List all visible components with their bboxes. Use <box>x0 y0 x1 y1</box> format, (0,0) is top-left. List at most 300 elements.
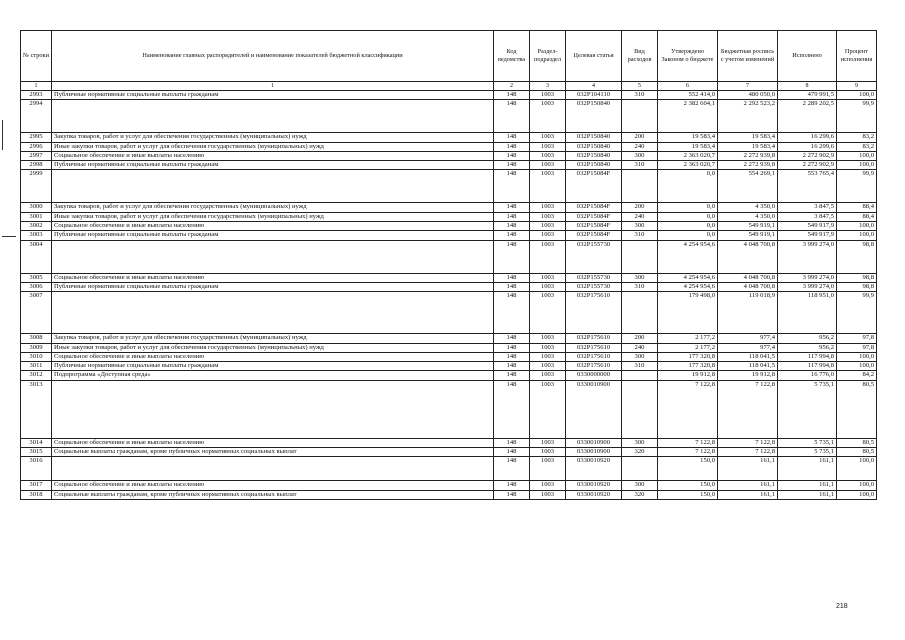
table-row <box>21 212 877 221</box>
cell-rz: 1003 <box>530 203 566 212</box>
cell-c: 3 999 274,0 <box>778 273 837 282</box>
cell-name: Публичные нормативные социальные выплаты гражданам <box>52 161 494 170</box>
cell-cs: 0330010920 <box>566 490 622 499</box>
cell-name: Закупка товаров, работ и услуг для обеспечения государственных (муниципальных) нужд <box>52 334 494 343</box>
cell-vr: 200 <box>622 133 658 142</box>
cell-kv: 148 <box>494 334 530 343</box>
cell-name: Социальное обеспечение и иные выплаты населению <box>52 151 494 160</box>
cell-a: 150,0 <box>658 457 718 481</box>
cell-c: 3 999 274,0 <box>778 240 837 273</box>
cell-p: 98,8 <box>837 240 877 273</box>
cell-p: 98,8 <box>837 282 877 291</box>
cell-a: 4 254 954,6 <box>658 240 718 273</box>
cell-c: 5 735,1 <box>778 380 837 438</box>
table-row <box>21 343 877 352</box>
cell-b: 480 050,0 <box>718 91 778 100</box>
cell-cs: 032Р15084F <box>566 170 622 203</box>
cell-rz: 1003 <box>530 352 566 361</box>
cell-b: 549 919,1 <box>718 231 778 240</box>
cell-vr: 200 <box>622 334 658 343</box>
header-schedule: Бюджетная роспись с учетом изменений <box>718 31 778 82</box>
cell-n: 3004 <box>21 240 52 273</box>
cell-a: 150,0 <box>658 490 718 499</box>
cell-kv: 148 <box>494 151 530 160</box>
cell-b: 4 048 700,8 <box>718 282 778 291</box>
cell-a: 0,0 <box>658 222 718 231</box>
cell-cs: 032Р15084F <box>566 203 622 212</box>
cell-b: 161,1 <box>718 457 778 481</box>
cell-cs: 032Р150840 <box>566 100 622 133</box>
column-number: 9 <box>837 82 877 91</box>
cell-rz: 1003 <box>530 212 566 221</box>
cell-rz: 1003 <box>530 222 566 231</box>
cell-b: 4 350,0 <box>718 203 778 212</box>
cell-kv: 148 <box>494 343 530 352</box>
cell-p: 84,2 <box>837 371 877 380</box>
cell-vr: 300 <box>622 222 658 231</box>
table-row <box>21 352 877 361</box>
cell-p: 88,4 <box>837 212 877 221</box>
cell-cs: 032Р150840 <box>566 151 622 160</box>
cell-p: 80,5 <box>837 380 877 438</box>
table-row <box>21 240 877 273</box>
cell-n: 2996 <box>21 142 52 151</box>
cell-b: 7 122,8 <box>718 438 778 447</box>
header-percent: Процент исполнения <box>837 31 877 82</box>
cell-name: Социальное обеспечение и иные выплаты населению <box>52 352 494 361</box>
cell-c: 3 847,5 <box>778 212 837 221</box>
cell-vr <box>622 457 658 481</box>
cell-n: 3001 <box>21 212 52 221</box>
cell-a: 7 122,8 <box>658 380 718 438</box>
cell-name: Иные закупки товаров, работ и услуг для обеспечения государственных (муниципальных) нужд <box>52 212 494 221</box>
cell-b: 19 912,8 <box>718 371 778 380</box>
cell-p: 100,0 <box>837 362 877 371</box>
cell-c: 161,1 <box>778 490 837 499</box>
cell-rz: 1003 <box>530 362 566 371</box>
cell-rz: 1003 <box>530 334 566 343</box>
cell-cs: 032Р15084F <box>566 222 622 231</box>
cell-kv: 148 <box>494 231 530 240</box>
cell-p: 99,9 <box>837 170 877 203</box>
cell-cs: 032Р150840 <box>566 133 622 142</box>
cell-c: 117 994,8 <box>778 362 837 371</box>
cell-n: 3017 <box>21 481 52 490</box>
cell-vr <box>622 240 658 273</box>
cell-p: 100,0 <box>837 457 877 481</box>
cell-a: 7 122,8 <box>658 438 718 447</box>
budget-table <box>20 30 877 500</box>
cell-vr: 240 <box>622 212 658 221</box>
cell-a: 0,0 <box>658 212 718 221</box>
cell-p: 100,0 <box>837 481 877 490</box>
cell-name: Подпрограмма «Доступная среда» <box>52 371 494 380</box>
cell-cs: 032Р15084F <box>566 231 622 240</box>
cell-b: 2 292 523,2 <box>718 100 778 133</box>
column-number: 1 <box>21 82 52 91</box>
cell-cs: 032Р155730 <box>566 273 622 282</box>
cell-a: 0,0 <box>658 203 718 212</box>
cell-b: 7 122,8 <box>718 448 778 457</box>
cell-cs: 032Р155730 <box>566 240 622 273</box>
column-number: 8 <box>778 82 837 91</box>
header-ministry: Код ведомства <box>494 31 530 82</box>
cell-a: 19 583,4 <box>658 133 718 142</box>
cell-kv: 148 <box>494 448 530 457</box>
cell-kv: 148 <box>494 362 530 371</box>
cell-a: 4 254 954,6 <box>658 273 718 282</box>
cell-kv: 148 <box>494 100 530 133</box>
cell-b: 161,1 <box>718 490 778 499</box>
cell-rz: 1003 <box>530 273 566 282</box>
cell-rz: 1003 <box>530 240 566 273</box>
cell-rz: 1003 <box>530 170 566 203</box>
cell-a: 19 912,8 <box>658 371 718 380</box>
cell-name: Закупка товаров, работ и услуг для обеспечения государственных (муниципальных) нужд <box>52 133 494 142</box>
cell-vr: 310 <box>622 161 658 170</box>
cell-n: 3005 <box>21 273 52 282</box>
cell-c: 3 847,5 <box>778 203 837 212</box>
cell-vr: 310 <box>622 231 658 240</box>
cell-name: Публичные нормативные социальные выплаты гражданам <box>52 362 494 371</box>
cell-cs: 032Р175610 <box>566 292 622 334</box>
cell-vr: 300 <box>622 151 658 160</box>
cell-kv: 148 <box>494 203 530 212</box>
cell-a: 177 320,8 <box>658 362 718 371</box>
cell-rz: 1003 <box>530 91 566 100</box>
cell-name: Иные закупки товаров, работ и услуг для обеспечения государственных (муниципальных) нужд <box>52 343 494 352</box>
table-row <box>21 222 877 231</box>
cell-name <box>52 100 494 133</box>
cell-name <box>52 240 494 273</box>
table-row <box>21 161 877 170</box>
cell-c: 5 735,1 <box>778 448 837 457</box>
column-number: 1 <box>52 82 494 91</box>
cell-c: 117 994,8 <box>778 352 837 361</box>
cell-n: 2997 <box>21 151 52 160</box>
cell-kv: 148 <box>494 481 530 490</box>
cell-kv: 148 <box>494 142 530 151</box>
table-row <box>21 231 877 240</box>
cell-n: 2995 <box>21 133 52 142</box>
cell-a: 2 177,2 <box>658 334 718 343</box>
cell-b: 7 122,8 <box>718 380 778 438</box>
cell-name: Социальные выплаты гражданам, кроме публичных нормативных социальных выплат <box>52 490 494 499</box>
cell-rz: 1003 <box>530 490 566 499</box>
cell-p: 100,0 <box>837 161 877 170</box>
table-row <box>21 380 877 438</box>
cell-a: 7 122,8 <box>658 448 718 457</box>
cell-p: 100,0 <box>837 490 877 499</box>
cell-n: 3012 <box>21 371 52 380</box>
header-exptype: Вид расходов <box>622 31 658 82</box>
cell-name: Социальное обеспечение и иные выплаты населению <box>52 438 494 447</box>
cell-cs: 0330010920 <box>566 457 622 481</box>
header-row <box>21 31 877 82</box>
cell-name: Иные закупки товаров, работ и услуг для обеспечения государственных (муниципальных) нужд <box>52 142 494 151</box>
cell-cs: 0330010900 <box>566 448 622 457</box>
cell-vr: 320 <box>622 490 658 499</box>
cell-a: 2 382 604,1 <box>658 100 718 133</box>
cell-n: 3011 <box>21 362 52 371</box>
cell-vr: 240 <box>622 343 658 352</box>
cell-n: 3013 <box>21 380 52 438</box>
margin-mark <box>2 236 16 237</box>
cell-b: 554 269,1 <box>718 170 778 203</box>
cell-b: 977,4 <box>718 343 778 352</box>
cell-a: 4 254 954,6 <box>658 282 718 291</box>
cell-name <box>52 380 494 438</box>
cell-name: Публичные нормативные социальные выплаты гражданам <box>52 91 494 100</box>
cell-p: 99,9 <box>837 292 877 334</box>
cell-n: 3003 <box>21 231 52 240</box>
cell-n: 3007 <box>21 292 52 334</box>
cell-p: 100,0 <box>837 352 877 361</box>
cell-b: 4 350,0 <box>718 212 778 221</box>
cell-c: 549 917,9 <box>778 231 837 240</box>
column-number: 2 <box>494 82 530 91</box>
table-row <box>21 100 877 133</box>
cell-c: 2 289 202,5 <box>778 100 837 133</box>
cell-p: 100,0 <box>837 231 877 240</box>
cell-name: Социальное обеспечение и иные выплаты населению <box>52 222 494 231</box>
cell-n: 2998 <box>21 161 52 170</box>
cell-cs: 032Р175610 <box>566 343 622 352</box>
cell-name: Социальные выплаты гражданам, кроме публичных нормативных социальных выплат <box>52 448 494 457</box>
cell-b: 2 272 939,8 <box>718 151 778 160</box>
cell-a: 2 363 020,7 <box>658 161 718 170</box>
cell-p: 80,5 <box>837 438 877 447</box>
cell-p: 99,9 <box>837 100 877 133</box>
cell-cs: 0330010920 <box>566 481 622 490</box>
cell-c: 3 999 274,0 <box>778 282 837 291</box>
cell-name: Публичные нормативные социальные выплаты гражданам <box>52 282 494 291</box>
header-name: Наименование главных распорядителей и наименование показателей бюджетной классификации <box>52 31 494 82</box>
cell-b: 118 041,5 <box>718 352 778 361</box>
cell-cs: 032Р175610 <box>566 352 622 361</box>
cell-p: 100,0 <box>837 222 877 231</box>
cell-c: 956,2 <box>778 334 837 343</box>
cell-p: 88,4 <box>837 203 877 212</box>
cell-a: 0,0 <box>658 231 718 240</box>
cell-vr <box>622 170 658 203</box>
page-number: 218 <box>836 603 848 610</box>
header-section: Раздел-подраздел <box>530 31 566 82</box>
cell-vr <box>622 100 658 133</box>
table-row <box>21 448 877 457</box>
cell-name: Социальное обеспечение и иные выплаты населению <box>52 481 494 490</box>
cell-p: 97,8 <box>837 334 877 343</box>
table-row <box>21 490 877 499</box>
cell-kv: 148 <box>494 240 530 273</box>
cell-kv: 148 <box>494 212 530 221</box>
cell-kv: 148 <box>494 161 530 170</box>
table-row <box>21 371 877 380</box>
table-row <box>21 151 877 160</box>
cell-name: Публичные нормативные социальные выплаты гражданам <box>52 231 494 240</box>
cell-rz: 1003 <box>530 282 566 291</box>
cell-n: 3009 <box>21 343 52 352</box>
cell-n: 3002 <box>21 222 52 231</box>
cell-p: 98,8 <box>837 273 877 282</box>
cell-c: 118 951,0 <box>778 292 837 334</box>
cell-b: 977,4 <box>718 334 778 343</box>
table-row <box>21 203 877 212</box>
cell-kv: 148 <box>494 438 530 447</box>
cell-p: 100,0 <box>837 151 877 160</box>
table-row <box>21 133 877 142</box>
cell-rz: 1003 <box>530 151 566 160</box>
header-approved: Утверждено Законом о бюджете <box>658 31 718 82</box>
cell-kv: 148 <box>494 133 530 142</box>
cell-a: 552 414,0 <box>658 91 718 100</box>
column-number: 5 <box>622 82 658 91</box>
cell-p: 100,0 <box>837 91 877 100</box>
cell-a: 19 583,4 <box>658 142 718 151</box>
cell-cs: 032Р155730 <box>566 282 622 291</box>
cell-name: Закупка товаров, работ и услуг для обеспечения государственных (муниципальных) нужд <box>52 203 494 212</box>
cell-b: 118 041,5 <box>718 362 778 371</box>
column-number: 4 <box>566 82 622 91</box>
table-row <box>21 334 877 343</box>
cell-cs: 0330010900 <box>566 438 622 447</box>
cell-p: 83,2 <box>837 133 877 142</box>
cell-n: 3008 <box>21 334 52 343</box>
table-row <box>21 457 877 481</box>
cell-vr: 300 <box>622 352 658 361</box>
header-row-no: № строки <box>21 31 52 82</box>
cell-c: 2 272 902,9 <box>778 151 837 160</box>
cell-vr: 200 <box>622 203 658 212</box>
cell-cs: 032Р150840 <box>566 142 622 151</box>
table-row <box>21 273 877 282</box>
table-row <box>21 438 877 447</box>
table-row <box>21 142 877 151</box>
cell-vr <box>622 292 658 334</box>
cell-kv: 148 <box>494 282 530 291</box>
cell-n: 3006 <box>21 282 52 291</box>
cell-c: 549 917,9 <box>778 222 837 231</box>
cell-a: 0,0 <box>658 170 718 203</box>
cell-a: 177 320,8 <box>658 352 718 361</box>
cell-rz: 1003 <box>530 448 566 457</box>
cell-b: 19 583,4 <box>718 133 778 142</box>
cell-b: 19 583,4 <box>718 142 778 151</box>
cell-c: 553 765,4 <box>778 170 837 203</box>
cell-rz: 1003 <box>530 161 566 170</box>
cell-cs: 032Р175610 <box>566 362 622 371</box>
cell-n: 3010 <box>21 352 52 361</box>
cell-n: 2993 <box>21 91 52 100</box>
cell-rz: 1003 <box>530 231 566 240</box>
cell-a: 2 177,2 <box>658 343 718 352</box>
column-number: 7 <box>718 82 778 91</box>
cell-rz: 1003 <box>530 343 566 352</box>
cell-kv: 148 <box>494 222 530 231</box>
cell-n: 3018 <box>21 490 52 499</box>
cell-name <box>52 292 494 334</box>
header-executed: Исполнено <box>778 31 837 82</box>
cell-vr: 310 <box>622 362 658 371</box>
cell-p: 83,2 <box>837 142 877 151</box>
cell-n: 3000 <box>21 203 52 212</box>
cell-rz: 1003 <box>530 457 566 481</box>
cell-cs: 032Р104110 <box>566 91 622 100</box>
cell-a: 2 363 020,7 <box>658 151 718 160</box>
cell-rz: 1003 <box>530 292 566 334</box>
cell-cs: 032Р150840 <box>566 161 622 170</box>
column-number-row <box>21 82 877 91</box>
cell-kv: 148 <box>494 352 530 361</box>
cell-p: 80,5 <box>837 448 877 457</box>
cell-c: 161,1 <box>778 457 837 481</box>
margin-mark <box>2 120 3 150</box>
cell-vr: 310 <box>622 282 658 291</box>
table-row <box>21 282 877 291</box>
cell-vr <box>622 371 658 380</box>
cell-b: 4 048 700,8 <box>718 273 778 282</box>
cell-b: 549 919,1 <box>718 222 778 231</box>
cell-rz: 1003 <box>530 371 566 380</box>
cell-c: 2 272 902,9 <box>778 161 837 170</box>
cell-b: 4 048 700,8 <box>718 240 778 273</box>
cell-kv: 148 <box>494 380 530 438</box>
cell-vr: 310 <box>622 91 658 100</box>
cell-vr: 240 <box>622 142 658 151</box>
cell-cs: 0330000000 <box>566 371 622 380</box>
cell-name <box>52 457 494 481</box>
cell-name: Социальное обеспечение и иные выплаты населению <box>52 273 494 282</box>
table-row <box>21 362 877 371</box>
cell-p: 97,8 <box>837 343 877 352</box>
cell-c: 5 735,1 <box>778 438 837 447</box>
cell-b: 119 018,9 <box>718 292 778 334</box>
cell-rz: 1003 <box>530 142 566 151</box>
cell-cs: 032Р175610 <box>566 334 622 343</box>
cell-rz: 1003 <box>530 133 566 142</box>
cell-kv: 148 <box>494 457 530 481</box>
cell-vr: 300 <box>622 481 658 490</box>
cell-rz: 1003 <box>530 481 566 490</box>
cell-kv: 148 <box>494 273 530 282</box>
cell-rz: 1003 <box>530 380 566 438</box>
cell-c: 956,2 <box>778 343 837 352</box>
cell-kv: 148 <box>494 292 530 334</box>
cell-kv: 148 <box>494 170 530 203</box>
table-row <box>21 91 877 100</box>
cell-b: 161,1 <box>718 481 778 490</box>
cell-n: 3014 <box>21 438 52 447</box>
cell-vr: 320 <box>622 448 658 457</box>
cell-c: 16 299,6 <box>778 133 837 142</box>
cell-vr: 300 <box>622 273 658 282</box>
cell-n: 2994 <box>21 100 52 133</box>
cell-a: 150,0 <box>658 481 718 490</box>
cell-c: 16 776,0 <box>778 371 837 380</box>
cell-kv: 148 <box>494 371 530 380</box>
cell-vr <box>622 380 658 438</box>
cell-rz: 1003 <box>530 438 566 447</box>
cell-cs: 0330010900 <box>566 380 622 438</box>
column-number: 6 <box>658 82 718 91</box>
cell-b: 2 272 939,8 <box>718 161 778 170</box>
cell-name <box>52 170 494 203</box>
cell-c: 16 299,6 <box>778 142 837 151</box>
cell-rz: 1003 <box>530 100 566 133</box>
column-number: 3 <box>530 82 566 91</box>
cell-vr: 300 <box>622 438 658 447</box>
cell-n: 2999 <box>21 170 52 203</box>
